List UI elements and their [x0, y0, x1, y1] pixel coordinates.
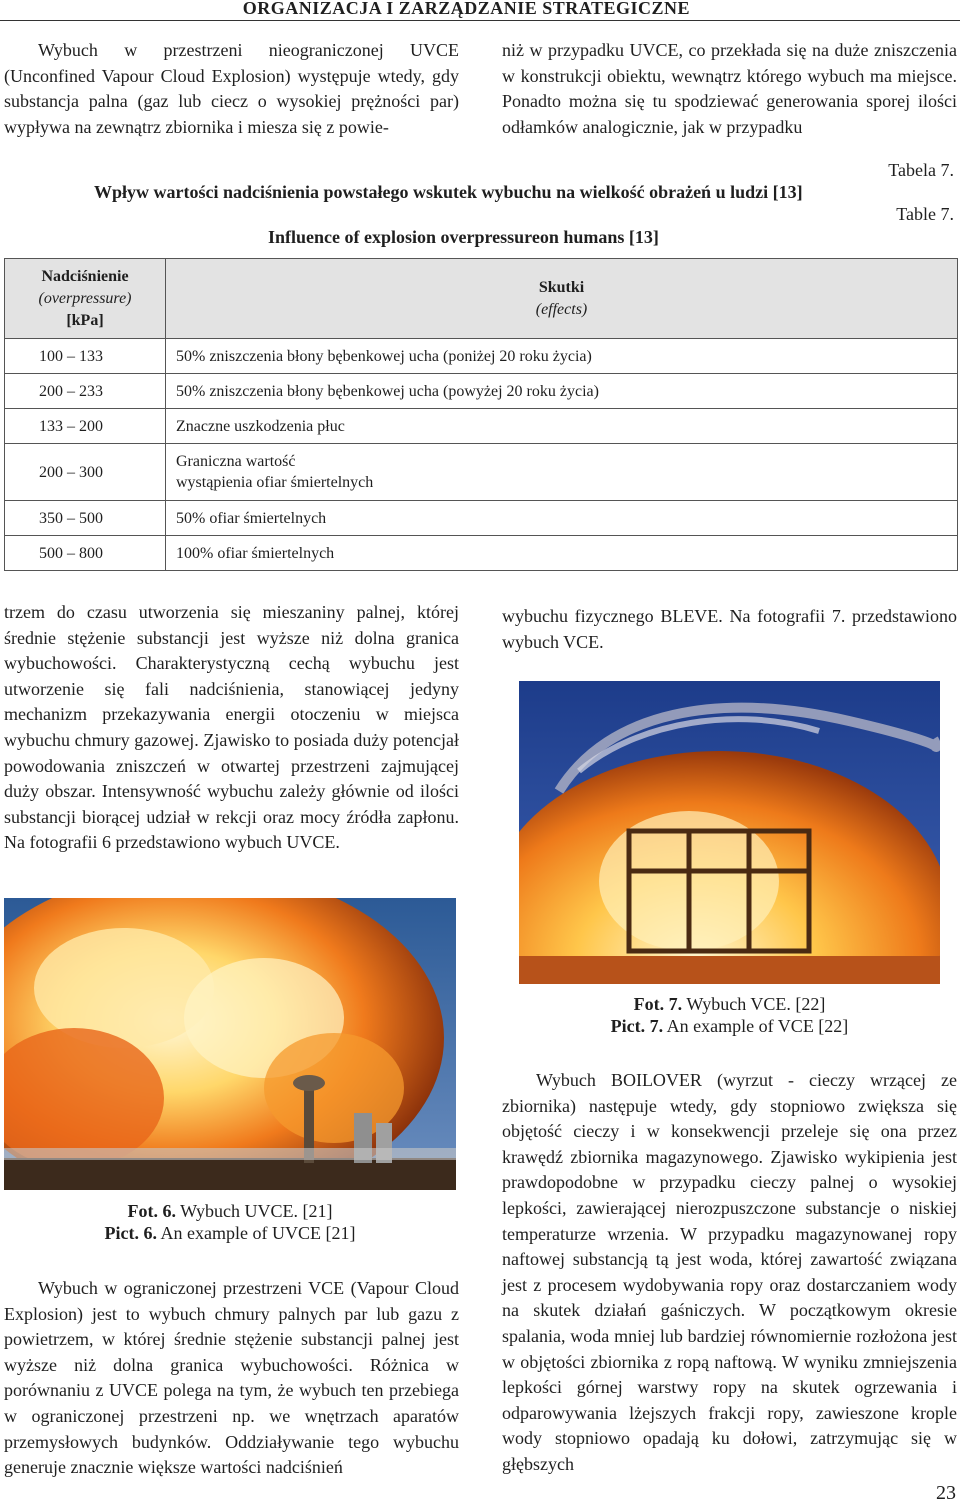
table-row	[5, 339, 958, 374]
fig6-caption-en: An example of UVCE [21]	[160, 1223, 356, 1243]
left-column-bottom	[4, 1276, 459, 1481]
cell-range: 500 – 800	[5, 536, 166, 571]
cell-range: 200 – 233	[5, 374, 166, 409]
fig7-vce-photo	[519, 681, 940, 984]
fig7-label-en: Pict. 7.	[610, 1016, 664, 1036]
table-row	[5, 501, 958, 536]
paragraph: Wybuch w przestrzeni nieograniczonej UVCE (Unconfined Vapour Cloud Explosion) występuje wtedy, gdy substancja palna (gaz lub ciecz o wysokiej prężności par) wypływa na zewnątrz zbiornika i miesza się z powie-	[4, 40, 459, 137]
table-label-pl: Tabela 7.	[888, 160, 954, 180]
cell-effect: Graniczna wartość wystąpienia ofiar śmiertelnych	[166, 444, 958, 501]
paragraph: trzem do czasu utworzenia się mieszaniny palnej, której średnie stężenie substancji jest wyższe niż dolna granica wybuchowości. Charakterystyczną cechą wybuchu jest utworzenie się fali nadciśnienia, stanowiącej jedyny mechanizm przekazywania energii otoczeniu w miejsca wybuchu chmury gazowej. Zjawisko to posiada duży potencjał powodowania zniszczeń w otwartej przestrzeni zajmującej duży obszar. Intensywność wybuchu zależy głównie od ilości substancji biorącej udział w rekcji oraz mocy źródła zapłonu. Na fotografii 6 przedstawiono wybuch UVCE.	[4, 602, 459, 853]
page-number: 23	[936, 1482, 956, 1504]
table-title-en: Influence of explosion overpressureon humans [13]	[268, 227, 659, 247]
cell-range: 100 – 133	[5, 339, 166, 374]
table-row	[5, 536, 958, 571]
fig6-caption-pl: Wybuch UVCE. [21]	[180, 1201, 333, 1221]
header-col2-en: (effects)	[535, 300, 588, 318]
fig6-label-en: Pict. 6.	[104, 1223, 157, 1243]
cell-range: 350 – 500	[5, 501, 166, 536]
cell-effect: 50% zniszczenia błony bębenkowej ucha (powyżej 20 roku życia)	[166, 374, 958, 409]
top-left-column	[4, 38, 459, 140]
header-col1-pl: Nadciśnienie	[41, 267, 129, 285]
cell-range: 133 – 200	[5, 409, 166, 444]
table-row	[5, 374, 958, 409]
table-label-en: Table 7.	[896, 204, 954, 224]
top-right-column	[502, 38, 957, 140]
table-row	[5, 409, 958, 444]
header-col2-pl: Skutki	[538, 278, 585, 296]
fig7-label-pl: Fot. 7.	[633, 994, 683, 1014]
header-col1-unit: [kPa]	[66, 311, 104, 329]
fig7-caption	[519, 993, 940, 1037]
fig7-caption-pl: Wybuch VCE. [22]	[686, 994, 826, 1014]
header-col1-en: (overpressure)	[38, 289, 132, 307]
cell-effect: 50% zniszczenia błony bębenkowej ucha (poniżej 20 roku życia)	[166, 339, 958, 374]
right-column-bottom	[502, 1068, 957, 1478]
right-column-middle	[502, 604, 957, 655]
paragraph: Wybuch BOILOVER (wyrzut - cieczy wrzącej ze zbiornika) następuje wtedy, gdy stopniowo zwiększa się objętość cieczy i w konsekwencji przeleje się ona przez krawędź zbiornika magazynowego. Zjawisko wykipienia jest prawdopodobne w przypadku cieczy palnej o wysokiej lepkości, zawierającej nierozpuszczone substancje o niskiej temperaturze wrzenia. W przypadku magazynowanej ropy naftowej substancją tą jest woda, której zawartość związana jest z procesem wydobywania ropy oraz dostarczaniem wody na skutek działań gaśniczych. W początkowym okresie spalania, woda mniej lub bardziej równomiernie rozłożona jest w objętości zbiornika z ropą naftową. W wyniku zmniejszenia lepkości górnej warstwy ropy na skutek ogrzewania i odparowywania lżejszych frakcji ropy, zawieszone krople wody stopniowo opadają ku dołowi, zatrzymując się w głębszych	[502, 1070, 957, 1474]
fig6-label-pl: Fot. 6.	[127, 1201, 176, 1221]
table-row	[5, 444, 958, 501]
cell-effect: 50% ofiar śmiertelnych	[166, 501, 958, 536]
fig6-caption	[4, 1200, 456, 1244]
left-column-middle	[4, 600, 459, 856]
paragraph: wybuchu fizycznego BLEVE. Na fotografii 7. przedstawiono wybuch VCE.	[502, 606, 957, 652]
cell-effect: 100% ofiar śmiertelnych	[166, 536, 958, 571]
running-head: ORGANIZACJA I ZARZĄDZANIE STRATEGICZNE	[0, 0, 960, 21]
vce-explosion-image	[519, 681, 940, 984]
overpressure-effects-table	[4, 258, 958, 571]
table-title-pl: Wpływ wartości nadciśnienia powstałego wskutek wybuchu na wielkość obrażeń u ludzi [13]	[94, 182, 803, 202]
cell-effect: Znaczne uszkodzenia płuc	[166, 409, 958, 444]
fig7-caption-en: An example of VCE [22]	[666, 1016, 849, 1036]
header-effects	[166, 259, 958, 339]
fig6-uvce-photo	[4, 898, 456, 1190]
paragraph: niż w przypadku UVCE, co przekłada się na duże zniszczenia w konstrukcji obiektu, wewnątrz którego wybuch ma miejsce. Ponadto można się tu spodziewać generowania sporej ilości odłamków analogicznie, jak w przypadku	[502, 40, 957, 137]
cell-range: 200 – 300	[5, 444, 166, 501]
table-header-row	[5, 259, 958, 339]
paragraph: Wybuch w ograniczonej przestrzeni VCE (Vapour Cloud Explosion) jest to wybuch chmury palnych par lub gazu z powietrzem, w której średnie stężenie substancji palnej jest wyższe niż dolna granica wybuchowości. Różnica w porównaniu z UVCE polega na tym, że wybuch ten przebiega w ograniczonej przestrzeni np. we wnętrzach aparatów przemysłowych budynków. Oddziaływanie tego wybuchu generuje znacznie większe wartości nadciśnień	[4, 1278, 459, 1478]
explosion-fireball-image	[4, 898, 456, 1190]
header-overpressure	[5, 259, 166, 339]
